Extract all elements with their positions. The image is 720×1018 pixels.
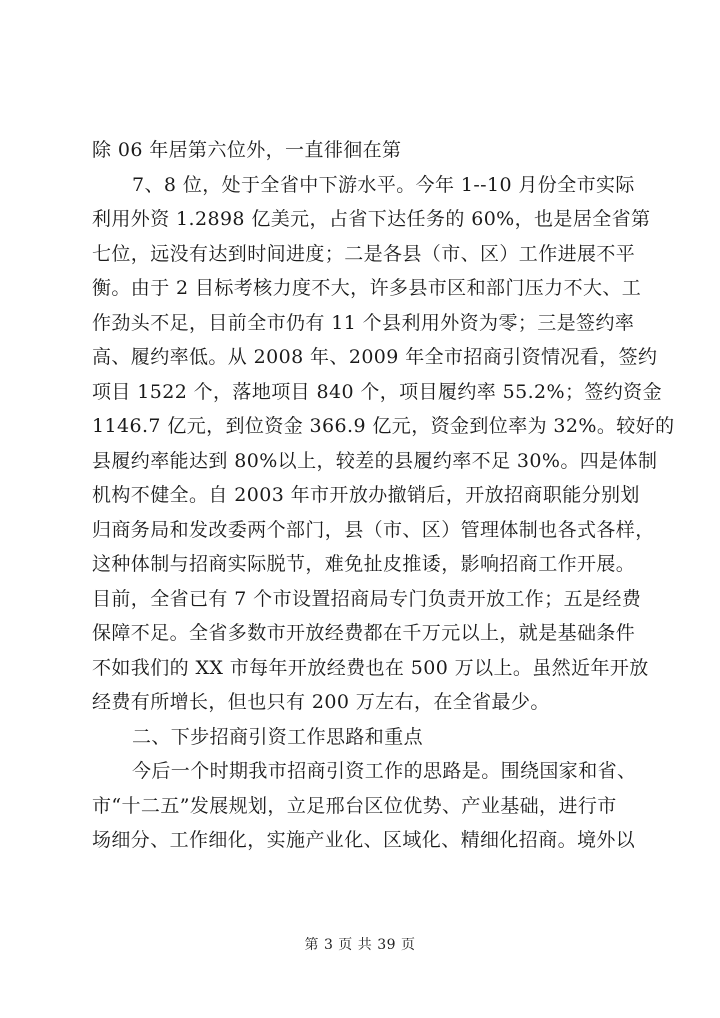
- section-heading: 二、下步招商引资工作思路和重点: [132, 725, 424, 748]
- text-line: 7、8 位，处于全省中下游水平。今年 1--10 月份全市实际: [132, 173, 635, 196]
- document-body: [92, 133, 675, 858]
- text-line: 归商务局和发改委两个部门，县（市、区）管理体制也各式各样，: [92, 518, 655, 541]
- text-line: 利用外资 1.2898 亿美元，占省下达任务的 60%，也是居全省第: [92, 208, 651, 230]
- text-line: 不如我们的 XX 市每年开放经费也在 500 万以上。虽然近年开放: [92, 656, 649, 679]
- text-line: 这种体制与招商实际脱节，难免扯皮推诿，影响招商工作开展。: [92, 553, 636, 575]
- text-line: 场细分、工作细化，实施产业化、区域化、精细化招商。境外以: [92, 829, 636, 851]
- text-line: 1146.7 亿元，到位资金 366.9 亿元，资金到位率为 32%。较好的: [92, 415, 675, 437]
- text-line: 目前，全省已有 7 个市设置招商局专门负责开放工作；五是经费: [92, 587, 642, 610]
- text-line: 保障不足。全省多数市开放经费都在千万元以上，就是基础条件: [92, 622, 636, 644]
- page-number-footer: 第 3 页 共 39 页: [304, 937, 416, 953]
- text-line: 经费有所增长，但也只有 200 万左右，在全省最少。: [92, 691, 550, 713]
- text-line: 县履约率能达到 80%以上，较差的县履约率不足 30%。四是体制: [92, 449, 658, 472]
- text-line: 项目 1522 个，落地项目 840 个，项目履约率 55.2%；签约资金: [92, 380, 662, 403]
- text-line: 除 06 年居第六位外，一直徘徊在第: [92, 139, 402, 161]
- text-line: 今后一个时期我市招商引资工作的思路是。围绕国家和省、: [132, 760, 637, 782]
- text-line: 七位，远没有达到时间进度；二是各县（市、区）工作进展不平: [92, 242, 636, 265]
- text-line: 衡。由于 2 目标考核力度不大，许多县市区和部门压力不大、工: [92, 277, 642, 299]
- text-line: 市“十二五”发展规划，立足邢台区位优势、产业基础，进行市: [92, 794, 617, 817]
- text-line: 作劲头不足，目前全市仍有 11 个县利用外资为零；三是签约率: [92, 311, 635, 334]
- text-line: 机构不健全。自 2003 年市开放办撤销后，开放招商职能分别划: [92, 484, 640, 506]
- text-line: 高、履约率低。从 2008 年、2009 年全市招商引资情况看，签约: [92, 346, 658, 368]
